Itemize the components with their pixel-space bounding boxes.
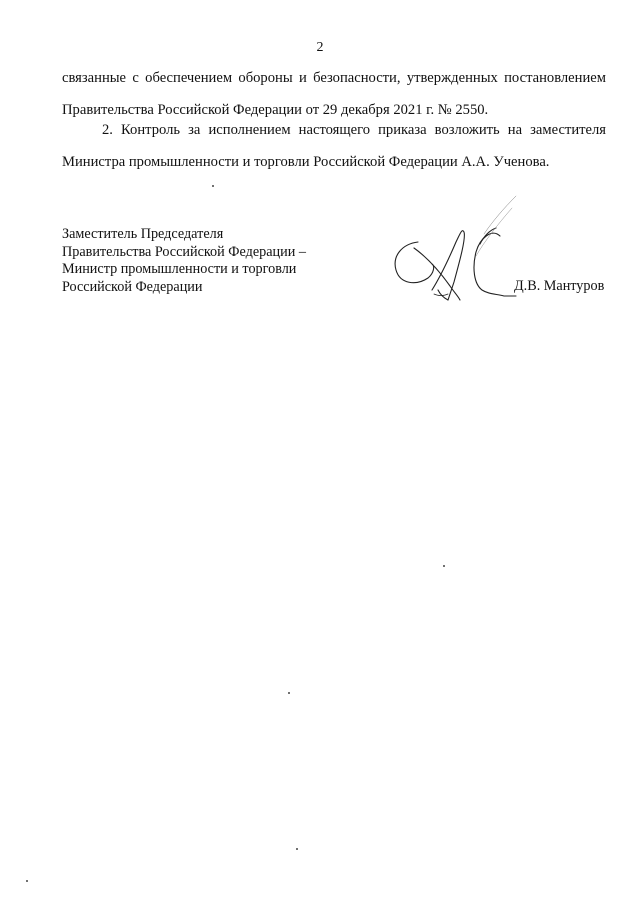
paragraph-2-line-2: Министра промышленности и торговли Российской Федерации А.А. Ученова. (62, 154, 550, 170)
signatory-line-3: Министр промышленности и торговли (62, 261, 297, 277)
signatory-line-1: Заместитель Председателя (62, 226, 224, 242)
paragraph-2-line-1: 2. Контроль за исполнением настоящего приказа возложить на заместителя (102, 122, 606, 138)
scan-speck (296, 848, 298, 850)
scan-speck (288, 692, 290, 694)
scan-speck (212, 185, 214, 187)
scan-speck (443, 565, 445, 567)
signatory-line-2: Правительства Российской Федерации – (62, 243, 306, 260)
paragraph-2 (62, 114, 606, 178)
paragraph-1-line-1: связанные с обеспечением обороны и безопасности, утвержденных постановлением (62, 70, 606, 86)
signatory-title (62, 226, 306, 296)
handwritten-signature (388, 186, 528, 316)
page-number: 2 (316, 40, 324, 55)
signatory-line-4: Российской Федерации (62, 278, 203, 295)
signer-name: Д.В. Мантуров (514, 278, 605, 294)
paragraph-1-line-2: Правительства Российской Федерации от 29 декабря 2021 г. № 2550. (62, 102, 489, 118)
scan-speck (26, 880, 28, 882)
